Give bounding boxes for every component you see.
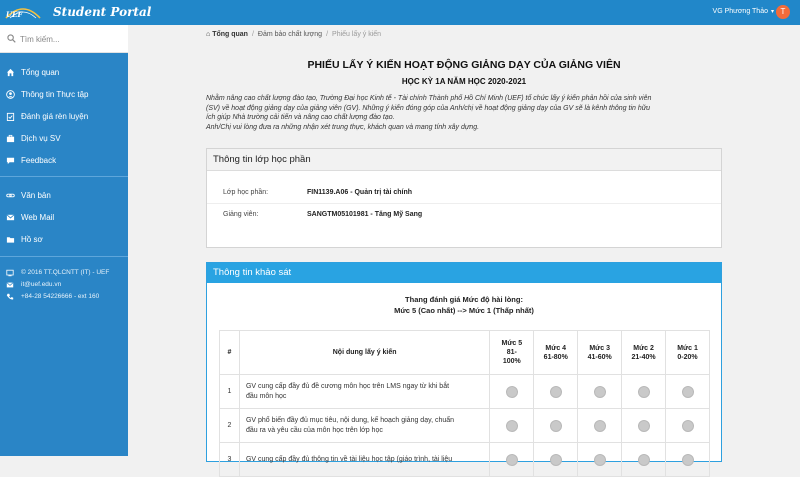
link-icon — [6, 191, 15, 200]
survey-table — [219, 330, 710, 477]
rating-cell — [490, 443, 534, 477]
rating-cell — [490, 409, 534, 443]
sidebar-item-label: Tổng quan — [21, 68, 60, 77]
rating-cell — [622, 409, 666, 443]
rating-radio-level-4[interactable] — [550, 454, 562, 466]
sidebar-item-webmail[interactable] — [0, 210, 128, 228]
home-icon — [6, 68, 15, 77]
table-row — [220, 375, 710, 409]
level-range: 21-40% — [631, 353, 656, 361]
rating-radio-level-3[interactable] — [594, 386, 606, 398]
level-range: 0-20% — [677, 353, 698, 361]
rating-radio-level-2[interactable] — [638, 454, 650, 466]
table-row — [220, 443, 710, 477]
rating-radio-level-5[interactable] — [506, 420, 518, 432]
col-level-4-header — [534, 331, 578, 375]
intro-line: (SV) về hoạt động giảng dạy của giảng viên (GV). Những ý kiến đóng góp của Anh/chị về hoạt động giảng dạy của GV sẽ là kênh thông tin hữu — [206, 104, 651, 112]
level-range: 41-60% — [587, 353, 612, 361]
question-line: GV phổ biến đầy đủ mục tiêu, nội dung, kế hoạch giảng dạy, chuẩn — [245, 417, 455, 424]
course-label: Lớp học phần: — [223, 189, 269, 196]
rating-cell — [534, 443, 578, 477]
rating-radio-level-4[interactable] — [550, 420, 562, 432]
sidebar-divider — [0, 176, 128, 177]
scale-range: Mức 5 (Cao nhất) --> Mức 1 (Thấp nhất) — [394, 306, 534, 315]
user-circle-icon — [6, 90, 15, 99]
rating-cell — [622, 375, 666, 409]
rating-cell — [578, 409, 622, 443]
course-row — [207, 182, 721, 204]
copyright-icon — [6, 269, 14, 277]
user-menu-name[interactable]: VG Phương Thảo — [712, 8, 768, 15]
rating-radio-level-5[interactable] — [506, 386, 518, 398]
sidebar-item-conduct[interactable] — [0, 109, 128, 127]
col-number-header: # — [220, 331, 240, 375]
row-number: 2 — [220, 409, 240, 443]
intro-line: Nhằm nâng cao chất lượng đào tạo, Trường Đại học Kinh tế - Tài chính Thành phố Hồ Chí Minh (UEF) tổ chức lấy ý kiến phản hồi của sinh viên — [206, 95, 652, 102]
footer-email[interactable]: it@uef.edu.vn — [21, 281, 62, 288]
clipboard-check-icon — [6, 112, 15, 121]
rating-radio-level-2[interactable] — [638, 386, 650, 398]
col-level-5-header — [490, 331, 534, 375]
col-level-3-header — [578, 331, 622, 375]
class-info-panel — [206, 148, 722, 248]
sidebar-item-label: Feedback — [21, 156, 57, 165]
sidebar-item-label: Hồ sơ — [21, 235, 43, 244]
rating-radio-level-4[interactable] — [550, 386, 562, 398]
level-label: Mức 2 — [633, 344, 654, 352]
col-level-2-header — [622, 331, 666, 375]
comment-icon — [6, 156, 15, 165]
question-line: đầu ra và yêu cầu của môn học trên lớp học — [245, 426, 383, 434]
folder-icon — [6, 235, 15, 244]
caret-down-icon[interactable]: ▾ — [770, 9, 774, 15]
breadcrumb-separator: / — [326, 31, 329, 38]
question-text — [239, 375, 489, 409]
lecturer-label: Giảng viên: — [223, 211, 259, 218]
level-label: Mức 4 — [545, 344, 567, 352]
brand-title[interactable]: Student Portal — [53, 5, 152, 19]
top-bar — [0, 0, 800, 25]
level-range: 100% — [502, 358, 521, 365]
breadcrumb-home[interactable]: ⌂ Tổng quan — [206, 31, 248, 38]
class-info-heading: Thông tin lớp học phần — [207, 149, 721, 171]
level-range: 81- — [506, 349, 517, 356]
sidebar-item-label: Dịch vụ SV — [21, 134, 61, 143]
rating-cell — [622, 443, 666, 477]
rating-cell — [666, 375, 710, 409]
logo-text: UEF — [6, 10, 23, 19]
level-label: Mức 1 — [677, 344, 698, 352]
rating-cell — [578, 443, 622, 477]
sidebar-item-label: Thông tin Thực tập — [21, 90, 89, 99]
main-content — [128, 25, 800, 463]
rating-radio-level-1[interactable] — [682, 420, 694, 432]
course-value: FIN1139.A06 - Quản trị tài chính — [307, 189, 413, 196]
rating-cell — [534, 375, 578, 409]
question-text — [239, 409, 489, 443]
sidebar-item-student-services[interactable] — [0, 131, 128, 149]
rating-radio-level-3[interactable] — [594, 420, 606, 432]
scale-description: Thang đánh giá Mức độ hài lòng: — [405, 295, 523, 304]
sidebar-item-label: Văn bản — [21, 191, 51, 200]
intro-text — [206, 94, 726, 132]
search-icon — [7, 34, 16, 43]
question-line: GV cung cấp đầy đủ đề cương môn học trên LMS ngay từ khi bắt — [245, 383, 450, 390]
rating-cell — [534, 409, 578, 443]
sidebar-item-internship[interactable] — [0, 87, 128, 105]
breadcrumb-separator: / — [251, 31, 254, 38]
briefcase-icon — [6, 134, 15, 143]
rating-radio-level-2[interactable] — [638, 420, 650, 432]
search-box — [0, 25, 128, 53]
page-subtitle: HỌC KỲ 1A NĂM HỌC 2020-2021 — [401, 77, 527, 86]
search-input[interactable] — [20, 32, 120, 46]
footer-phone: +84-28 54226666 - ext 160 — [21, 293, 100, 300]
sidebar-item-profile[interactable] — [0, 232, 128, 250]
page-title: PHIẾU LẤY Ý KIẾN HOẠT ĐỘNG GIẢNG DẠY CỦA GIẢNG VIÊN — [307, 59, 621, 71]
level-label: Mức 5 — [501, 340, 523, 347]
breadcrumb-section[interactable]: Đảm bảo chất lượng — [257, 31, 323, 38]
breadcrumb — [206, 31, 381, 38]
sidebar-item-documents[interactable] — [0, 188, 128, 206]
level-label: Mức 3 — [589, 344, 610, 352]
survey-heading: Thông tin khảo sát — [207, 263, 721, 283]
footer-copyright: © 2016 TT.QLCNTT (IT) - UEF — [21, 269, 110, 276]
intro-line: ích giúp Nhà trường cải tiến và nâng cao chất lượng đào tạo. — [206, 114, 395, 122]
sidebar-item-label: Đánh giá rèn luyện — [21, 112, 89, 121]
rating-cell — [490, 375, 534, 409]
envelope-icon — [6, 213, 15, 222]
col-level-1-header — [666, 331, 710, 375]
breadcrumb-home-label: Tổng quan — [212, 31, 248, 38]
rating-cell — [666, 443, 710, 477]
question-line: GV cung cấp đầy đủ thông tin về tài liệu học tập (giáo trình, tài liệu — [245, 455, 453, 463]
avatar[interactable]: T — [776, 5, 790, 19]
lecturer-value: SANGTM05101981 - Tăng Mỹ Sang — [307, 211, 423, 218]
survey-panel — [206, 262, 722, 462]
rating-cell — [666, 409, 710, 443]
rating-cell — [578, 375, 622, 409]
rating-radio-level-1[interactable] — [682, 454, 694, 466]
row-number: 1 — [220, 375, 240, 409]
lecturer-row — [207, 204, 721, 226]
intro-line: Anh/Chị vui lòng đưa ra những nhận xét trung thực, khách quan và mang tính xây dựng. — [206, 123, 480, 131]
phone-icon — [6, 293, 14, 301]
sidebar-item-overview[interactable] — [0, 65, 128, 83]
question-text — [239, 443, 489, 477]
table-header-row — [220, 331, 710, 375]
row-number: 3 — [220, 443, 240, 477]
sidebar — [0, 25, 128, 456]
sidebar-item-label: Web Mail — [21, 213, 55, 222]
uef-logo[interactable] — [2, 2, 44, 23]
envelope-icon — [6, 281, 14, 289]
table-row — [220, 409, 710, 443]
rating-radio-level-3[interactable] — [594, 454, 606, 466]
level-range: 61-80% — [543, 353, 568, 361]
rating-radio-level-5[interactable] — [506, 454, 518, 466]
sidebar-item-feedback[interactable] — [0, 153, 128, 171]
question-line: đầu môn học — [245, 392, 287, 400]
breadcrumb-current: Phiếu lấy ý kiến — [332, 31, 382, 38]
sidebar-divider — [0, 256, 128, 257]
rating-radio-level-1[interactable] — [682, 386, 694, 398]
col-content-header: Nội dung lấy ý kiến — [239, 331, 489, 375]
